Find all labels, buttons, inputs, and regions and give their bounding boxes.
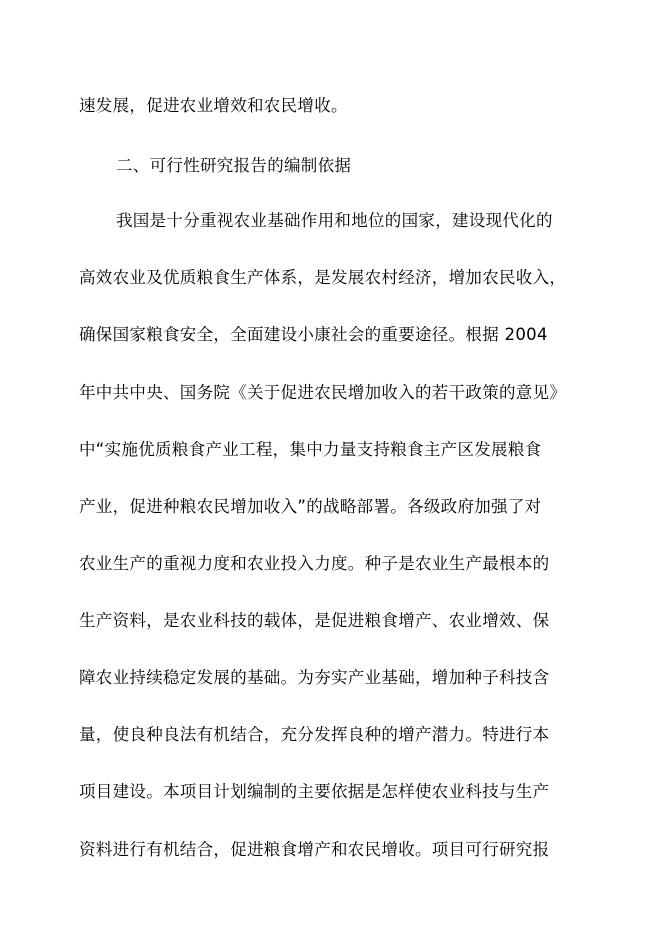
paragraph-start-line: 我国是十分重视农业基础作用和地位的国家，建设现代化的 xyxy=(116,211,553,230)
text-line-4: 高效农业及优质粮食生产体系，是发展农村经济，增加农民收入， xyxy=(79,268,567,287)
text-line-11: 障农业持续稳定发展的基础。为夯实产业基础，增加种子科技含 xyxy=(79,668,550,687)
text-line-8: 产业，促进种粮农民增加收入”的战略部署。各级政府加强了对 xyxy=(79,497,542,516)
text-line-6: 年中共中央、国务院《关于促进农民增加收入的若干政策的意见》 xyxy=(79,383,567,402)
text-line-1: 速发展，促进农业增效和农民增收。 xyxy=(79,96,348,115)
text-line-5: 确保国家粮食安全，全面建设小康社会的重要途径。根据 2004 xyxy=(79,325,548,344)
section-heading: 二、可行性研究报告的编制依据 xyxy=(116,156,352,175)
text-line-7: 中“实施优质粮食产业工程，集中力量支持粮食主产区发展粮食 xyxy=(79,440,542,459)
text-line-12: 量，使良种良法有机结合，充分发挥良种的增产潜力。特进行本 xyxy=(79,725,550,744)
text-line-10: 生产资料，是农业科技的载体，是促进粮食增产、农业增效、保 xyxy=(79,611,550,630)
text-line-14: 资料进行有机结合，促进粮食增产和农民增收。项目可行研究报 xyxy=(79,840,550,859)
text-line-13: 项目建设。本项目计划编制的主要依据是怎样使农业科技与生产 xyxy=(79,782,550,801)
text-line-9: 农业生产的重视力度和农业投入力度。种子是农业生产最根本的 xyxy=(79,554,550,573)
